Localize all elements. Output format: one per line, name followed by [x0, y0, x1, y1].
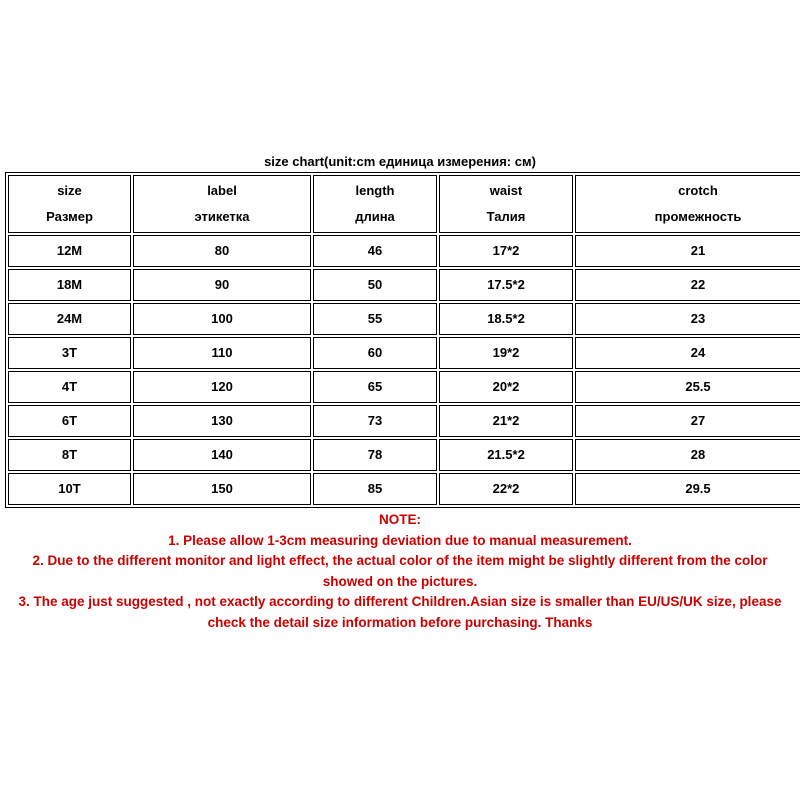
- note-item: 2. Due to the different monitor and light effect, the actual color of the item might be slightly different from the color showed on the pictures.: [32, 553, 768, 589]
- cell-label: 110: [133, 337, 311, 369]
- cell-waist: 20*2: [439, 371, 573, 403]
- header-crotch-ru: промежность: [654, 209, 742, 224]
- table-header-row: [8, 175, 800, 233]
- cell-size: 12M: [8, 235, 131, 267]
- cell-size: 3T: [8, 337, 131, 369]
- cell-waist: 21*2: [439, 405, 573, 437]
- cell-waist: 17.5*2: [439, 269, 573, 301]
- cell-length: 85: [313, 473, 437, 505]
- cell-waist: 21.5*2: [439, 439, 573, 471]
- cell-size: 8T: [8, 439, 131, 471]
- header-cell-length: [313, 175, 437, 233]
- table-row: [8, 405, 800, 437]
- note-item: 1. Please allow 1-3cm measuring deviation due to manual measurement.: [168, 532, 632, 548]
- cell-length: 78: [313, 439, 437, 471]
- header-length-ru: длина: [355, 209, 395, 224]
- size-chart-table: [5, 172, 800, 508]
- table-row: [8, 439, 800, 471]
- cell-length: 55: [313, 303, 437, 335]
- header-size-ru: Размер: [46, 209, 93, 224]
- cell-crotch: 22: [575, 269, 800, 301]
- cell-length: 60: [313, 337, 437, 369]
- header-cell-size: [8, 175, 131, 233]
- cell-length: 46: [313, 235, 437, 267]
- header-crotch-en: crotch: [678, 183, 718, 198]
- header-label-en: label: [207, 183, 237, 198]
- header-cell-crotch: [575, 175, 800, 233]
- cell-crotch: 23: [575, 303, 800, 335]
- cell-waist: 19*2: [439, 337, 573, 369]
- table-row: [8, 303, 800, 335]
- cell-crotch: 29.5: [575, 473, 800, 505]
- cell-crotch: 25.5: [575, 371, 800, 403]
- cell-size: 24M: [8, 303, 131, 335]
- cell-label: 130: [133, 405, 311, 437]
- cell-waist: 17*2: [439, 235, 573, 267]
- cell-crotch: 27: [575, 405, 800, 437]
- cell-length: 73: [313, 405, 437, 437]
- header-label-ru: этикетка: [194, 209, 250, 224]
- header-size-en: size: [57, 183, 82, 198]
- cell-length: 50: [313, 269, 437, 301]
- header-length-en: length: [355, 183, 395, 198]
- cell-size: 10T: [8, 473, 131, 505]
- header-cell-label: [133, 175, 311, 233]
- cell-label: 90: [133, 269, 311, 301]
- table-row: [8, 371, 800, 403]
- table-row: [8, 235, 800, 267]
- header-cell-waist: [439, 175, 573, 233]
- cell-label: 150: [133, 473, 311, 505]
- cell-label: 140: [133, 439, 311, 471]
- cell-label: 80: [133, 235, 311, 267]
- cell-length: 65: [313, 371, 437, 403]
- cell-waist: 18.5*2: [439, 303, 573, 335]
- header-waist-ru: Талия: [486, 209, 526, 224]
- table-row: [8, 473, 800, 505]
- note-item: 3. The age just suggested , not exactly according to different Children.Asian size is smaller than EU/US/UK size, please check the detail size information before purchasing. Thanks: [18, 594, 782, 630]
- table-row: [8, 337, 800, 369]
- cell-size: 4T: [8, 371, 131, 403]
- cell-size: 6T: [8, 405, 131, 437]
- cell-crotch: 24: [575, 337, 800, 369]
- cell-label: 100: [133, 303, 311, 335]
- cell-waist: 22*2: [439, 473, 573, 505]
- cell-crotch: 28: [575, 439, 800, 471]
- header-waist-en: waist: [489, 183, 523, 198]
- cell-size: 18M: [8, 269, 131, 301]
- notes-section: [0, 510, 800, 633]
- notes-title: NOTE:: [379, 512, 421, 527]
- cell-crotch: 21: [575, 235, 800, 267]
- table-row: [8, 269, 800, 301]
- cell-label: 120: [133, 371, 311, 403]
- size-chart-caption: size chart(unit:cm единица измерения: см): [264, 154, 536, 169]
